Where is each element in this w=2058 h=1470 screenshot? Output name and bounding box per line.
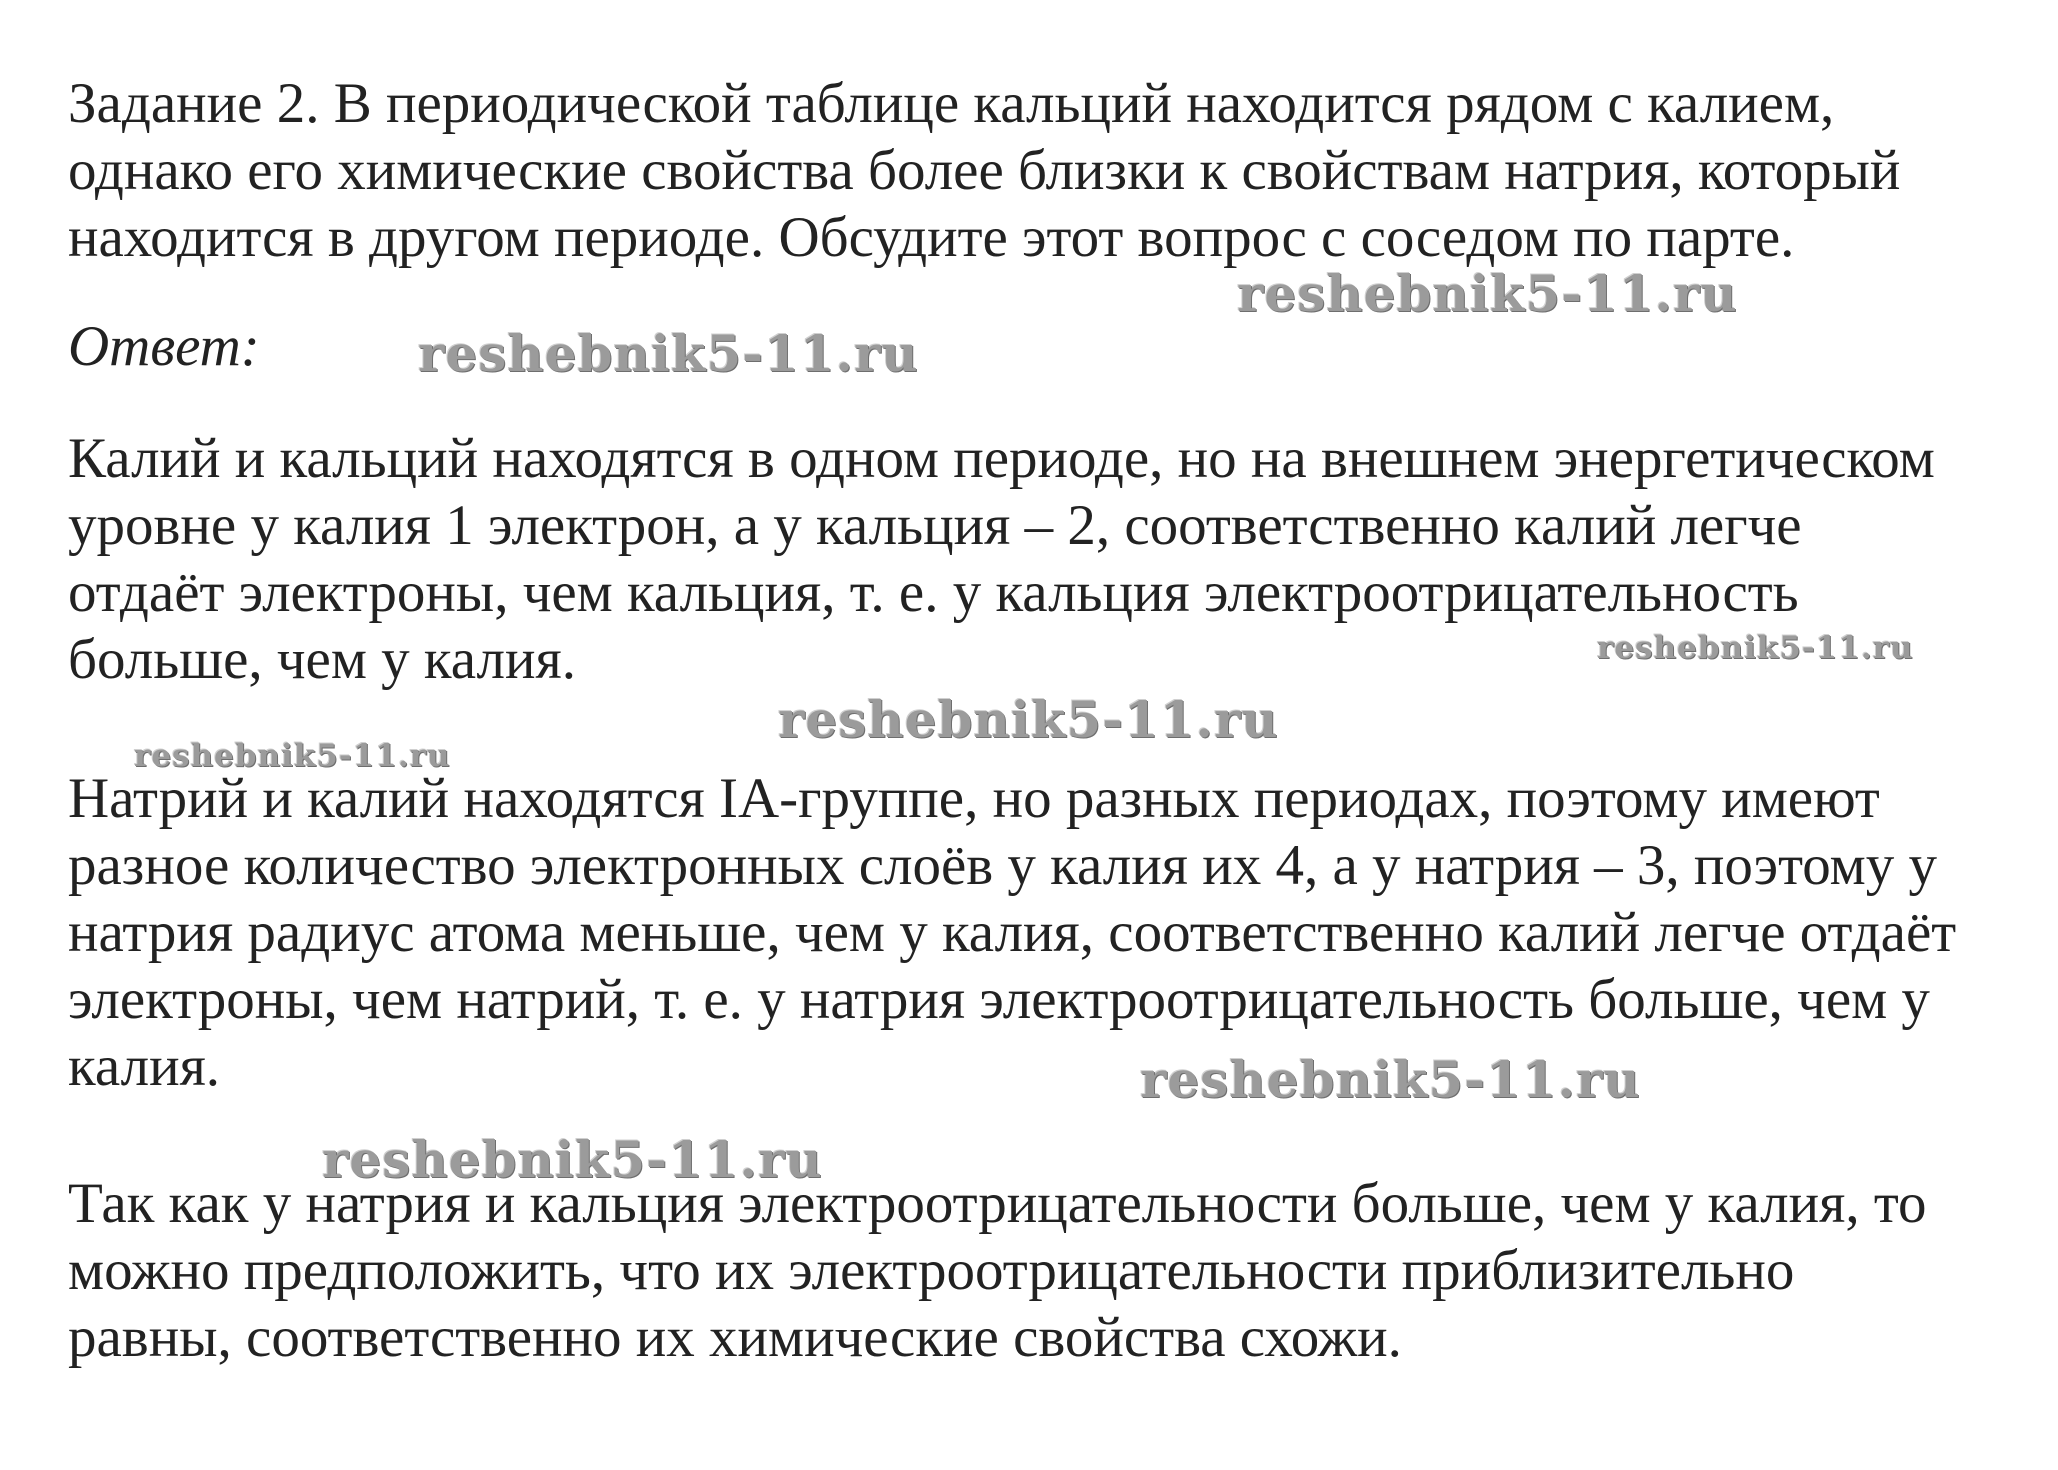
paragraph-line: Натрий и калий находятся IA-группе, но разных периодах, поэтому имеют: [68, 767, 1880, 830]
paragraph-line: электроны, чем натрий, т. е. у натрия электроотрицательность больше, чем у: [68, 968, 1930, 1031]
watermark: reshebnik5-11.ru: [778, 690, 1279, 749]
answer-paragraph-3: [68, 1170, 2028, 1371]
paragraph-line: натрия радиус атома меньше, чем у калия, соответственно калий легче отдаёт: [68, 901, 1957, 964]
paragraph-line: можно предположить, что их электроотрицательности приблизительно: [68, 1239, 1795, 1302]
paragraph-line: калия.: [68, 1035, 221, 1098]
watermark: reshebnik5-11.ru: [1597, 630, 1914, 666]
watermark: reshebnik5-11.ru: [1140, 1050, 1641, 1109]
paragraph-line: равны, соответственно их химические свойства схожи.: [68, 1306, 1402, 1369]
task-line: однако его химические свойства более близки к свойствам натрия, который: [68, 139, 1901, 202]
paragraph-line: разное количество электронных слоёв у калия их 4, а у натрия – 3, поэтому у: [68, 834, 1937, 897]
answer-paragraph-2: [68, 765, 2028, 1100]
task-line: Задание 2. В периодической таблице кальций находится рядом с калием,: [68, 72, 1835, 135]
paragraph-line: больше, чем у калия.: [68, 628, 576, 691]
paragraph-line: Так как у натрия и кальция электроотрицательности больше, чем у калия, то: [68, 1172, 1927, 1235]
watermark: reshebnik5-11.ru: [322, 1130, 823, 1189]
paragraph-line: уровне у калия 1 электрон, а у кальция – 2, соответственно калий легче: [68, 494, 1802, 557]
watermark: reshebnik5-11.ru: [1237, 264, 1738, 323]
task-statement: [68, 70, 2028, 271]
paragraph-line: отдаёт электроны, чем кальция, т. е. у кальция электроотрицательность: [68, 561, 1799, 624]
task-line: находится в другом периоде. Обсудите этот вопрос с соседом по парте.: [68, 206, 1795, 269]
answer-label: Ответ:: [68, 315, 260, 378]
paragraph-line: Калий и кальций находятся в одном периоде, но на внешнем энергетическом: [68, 427, 1935, 490]
watermark: reshebnik5-11.ru: [418, 324, 919, 383]
watermark: reshebnik5-11.ru: [134, 738, 451, 774]
